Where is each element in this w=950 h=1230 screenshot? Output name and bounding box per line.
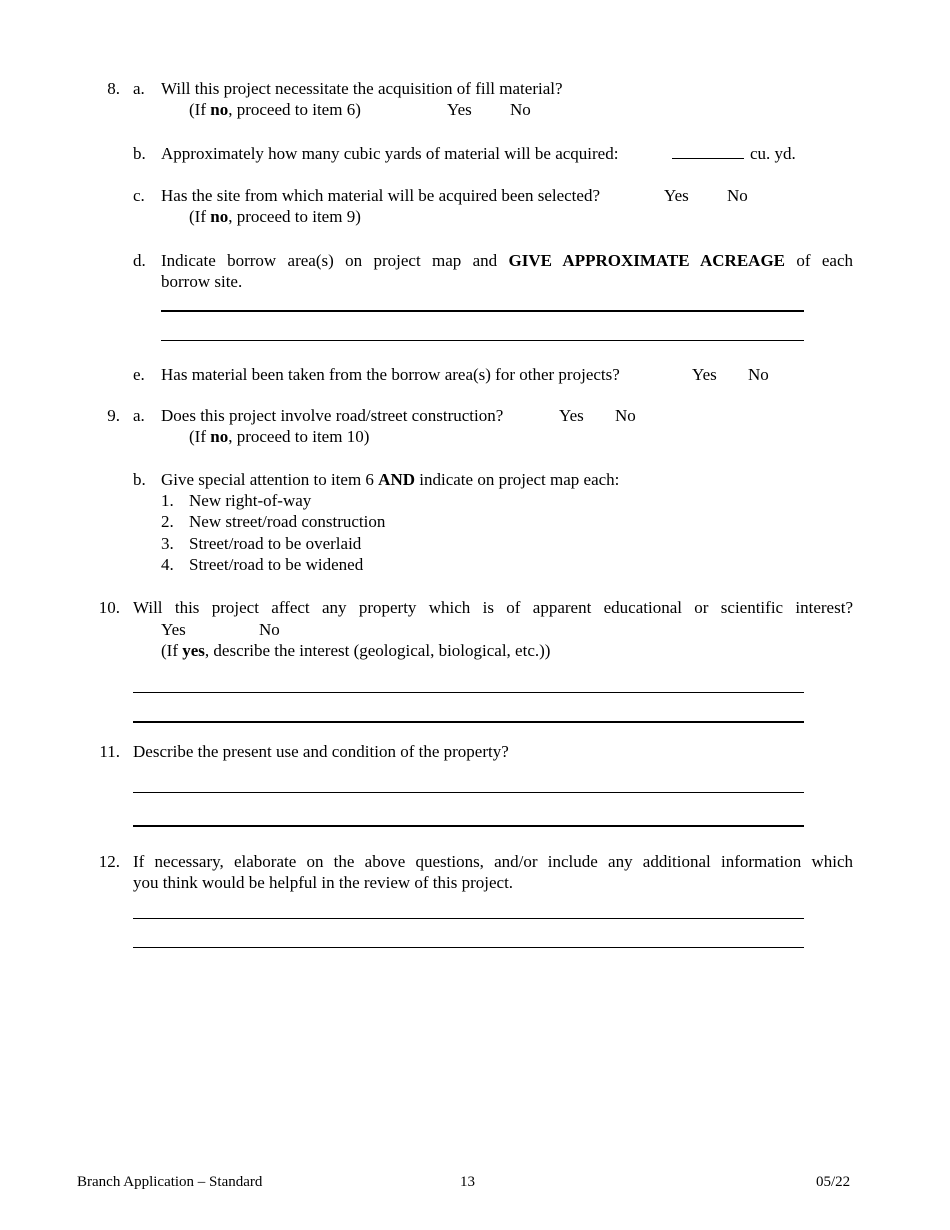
- question-text: Does this project involve road/street construction?: [161, 406, 504, 425]
- list-item-number: 1.: [161, 491, 174, 510]
- answer-line[interactable]: [161, 340, 804, 341]
- answer-line[interactable]: [133, 918, 804, 919]
- item-letter: d.: [133, 251, 146, 270]
- item-letter: a.: [133, 406, 145, 425]
- question-text-continued: you think would be helpful in the review of this project.: [133, 873, 514, 892]
- question-text: Will this project affect any property which is of apparent educational or scientific interest?: [133, 598, 853, 617]
- footer-date: 05/22: [816, 1174, 851, 1190]
- answer-line[interactable]: [133, 947, 804, 948]
- footer-document-title: Branch Application – Standard: [77, 1174, 263, 1190]
- question-text: Approximately how many cubic yards of material will be acquired:: [161, 144, 619, 163]
- skip-note: (If no, proceed to item 6): [189, 100, 361, 119]
- answer-line[interactable]: [133, 721, 804, 723]
- question-text: Give special attention to item 6 AND indicate on project map each:: [161, 470, 620, 489]
- question-number: 10.: [98, 598, 120, 617]
- unit-label: cu. yd.: [750, 144, 796, 163]
- question-text: Describe the present use and condition of the property?: [133, 742, 509, 761]
- yes-option[interactable]: Yes: [692, 365, 717, 384]
- no-option[interactable]: No: [727, 186, 748, 205]
- no-option[interactable]: No: [615, 406, 636, 425]
- item-letter: e.: [133, 365, 145, 384]
- answer-line[interactable]: [133, 792, 804, 793]
- list-item-number: 3.: [161, 534, 174, 553]
- list-item: Street/road to be widened: [189, 555, 364, 574]
- list-item: New street/road construction: [189, 512, 386, 531]
- question-number: 9.: [107, 406, 120, 425]
- item-letter: a.: [133, 79, 145, 98]
- skip-note: (If no, proceed to item 10): [189, 427, 370, 446]
- question-text-continued: borrow site.: [161, 272, 243, 291]
- question-text: Will this project necessitate the acquisition of fill material?: [161, 79, 563, 98]
- yes-option[interactable]: Yes: [559, 406, 584, 425]
- footer-page-number: 13: [460, 1174, 475, 1190]
- list-item: New right-of-way: [189, 491, 312, 510]
- item-letter: c.: [133, 186, 145, 205]
- answer-line[interactable]: [133, 825, 804, 827]
- cubic-yards-blank[interactable]: [672, 143, 744, 164]
- skip-note: (If no, proceed to item 9): [189, 207, 361, 226]
- yes-option[interactable]: Yes: [664, 186, 689, 205]
- yes-option[interactable]: Yes: [161, 620, 186, 639]
- no-option[interactable]: No: [510, 100, 531, 119]
- question-number: 11.: [99, 742, 120, 761]
- question-number: 12.: [98, 852, 120, 871]
- question-text: Indicate borrow area(s) on project map and GIVE APPROXIMATE ACREAGE of each: [161, 251, 854, 270]
- item-letter: b.: [133, 144, 146, 163]
- yes-option[interactable]: Yes: [447, 100, 472, 119]
- no-option[interactable]: No: [259, 620, 280, 639]
- conditional-note: (If yes, describe the interest (geological, biological, etc.)): [161, 641, 551, 660]
- list-item: Street/road to be overlaid: [189, 534, 362, 553]
- question-text: If necessary, elaborate on the above questions, and/or include any additional information which: [133, 852, 853, 871]
- question-text: Has material been taken from the borrow area(s) for other projects?: [161, 365, 620, 384]
- answer-line[interactable]: [161, 310, 804, 312]
- list-item-number: 2.: [161, 512, 174, 531]
- item-letter: b.: [133, 470, 146, 489]
- no-option[interactable]: No: [748, 365, 769, 384]
- question-number: 8.: [107, 79, 120, 98]
- list-item-number: 4.: [161, 555, 174, 574]
- question-text: Has the site from which material will be acquired been selected?: [161, 186, 600, 205]
- answer-line[interactable]: [133, 692, 804, 693]
